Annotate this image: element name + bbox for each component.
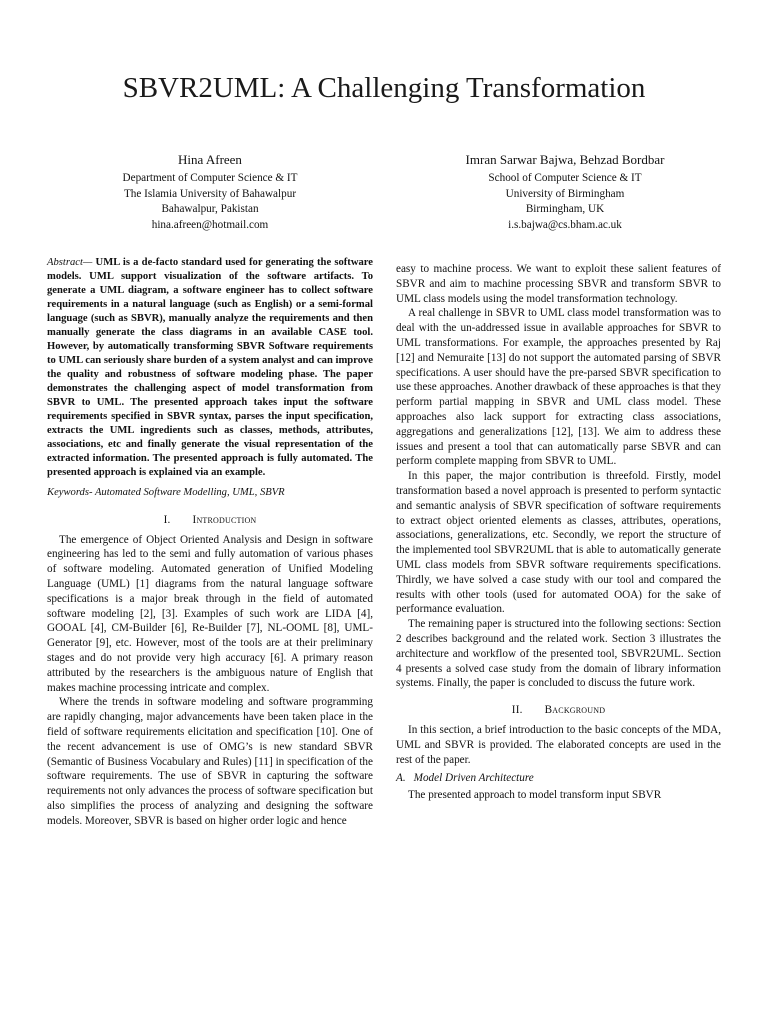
author-department: School of Computer Science & IT [488, 172, 642, 184]
author-location: Birmingham, UK [525, 203, 605, 216]
right-column [396, 262, 721, 803]
paragraph: The emergence of Object Oriented Analysis and Design in software engineering has led to the semi and fully automation of various phases of software modeling. Automated generation of Unified Modeling Language (UML) [1] diagrams from the natural language software specifications is a major break through in the field of automated software modeling [2], [3]. Examples of such work are LIDA [4], GOOAL [4], CM-Builder [6], Re-Builder [7], NL-OOML [8], UML-Generator [9], etc. However, most of the tools are at their preliminary stages and do not provide very high accuracy [6]. A primary reason attributed by the researchers is the ambiguous nature of English that makes machine processing intricate and complex. [47, 533, 373, 694]
author-email[interactable]: hina.afreen@hotmail.com [151, 218, 269, 231]
author-email[interactable]: i.s.bajwa@cs.bham.ac.uk [508, 218, 622, 231]
paragraph: The remaining paper is structured into the following sections: Section 2 describes background and the related work. Section 3 illustrates the architecture and workflow of the presented tool, SBVR2UML. Section 4 presents a solved case study from the domain of library information systems. Finally, the paper is concluded to discuss the future work. [396, 618, 721, 690]
section-number: II. [511, 704, 523, 717]
subsection-heading [396, 771, 721, 786]
section-title: Background [544, 704, 606, 717]
abstract-label: Abstract— [47, 257, 93, 268]
section-heading-introduction [47, 513, 373, 528]
subsection-title: Model Driven Architecture [413, 772, 534, 785]
paragraph: Where the trends in software modeling and software programming are rapidly changing, major advancements have been taken place in the field of software requirements elicitation and specification [10]. One of the recent advancement is use of OMG’s is new standard SBVR (Semantic of Business Vocabulary and Rules) [11] in specification of the software requirements. The use of SBVR in capturing the software requirements not only advances the process of software specification but also simplifies the process of analyzing and designing the software models. Moreover, SBVR is based on higher order logic and hence [47, 696, 373, 827]
subsection-label: A. [396, 772, 406, 785]
left-column [47, 256, 373, 829]
author-block-1 [60, 151, 360, 233]
paragraph: In this section, a brief introduction to the basic concepts of the MDA, UML and SBVR is provided. The elaborated concepts are used in the rest of the paper. [396, 723, 721, 766]
paragraph: In this paper, the major contribution is threefold. Firstly, model transformation based a novel approach is presented to perform syntactic and semantic analysis of SBVR specification of software requirements to extract object oriented elements as classes, attributes, operations, associations, generalizations, etc. Secondly, we report the structure of the implemented tool SBVR2UML that is able to automatically generate UML class models from SBVR software requirements specifications. Thirdly, we have solved a case study with our tool and compared the results with other tools (used for automated OOA) for the sake of performance evaluation. [396, 470, 721, 616]
author-department: Department of Computer Science & IT [122, 172, 298, 184]
paragraph: The presented approach to model transform input SBVR [408, 789, 662, 802]
keywords: Keywords- Automated Software Modelling, UML, SBVR [47, 487, 285, 498]
paper-title: SBVR2UML: A Challenging Transformation [122, 72, 646, 104]
section-title: Introduction [192, 513, 257, 526]
paragraph: A real challenge in SBVR to UML class model transformation was to deal with the un-addressed issue in available approaches for SBVR to UML transformations. For example, the approaches presented by Raj [12] and Nemuraite [13] do not support the automated parsing of SBVR specifications. A user should have the pre-parsed SBVR specification to use these approaches. Another drawback of these approaches is that they perform partial mapping in SBVR and UML class model. These approaches also lack support for extracting class associations, aggregations and generalizations [12], [13]. We aim to address these issues and present a tool that can automatically parse SBVR and can perform complete mapping from SBVR to UML. [396, 307, 721, 468]
author-institution: University of Birmingham [505, 187, 625, 200]
author-name: Hina Afreen [178, 152, 242, 167]
paragraph: easy to machine process. We want to exploit these salient features of SBVR and aim to machine processing SBVR and transform SBVR to UML class models using the model transformation technology. [396, 263, 721, 305]
abstract [47, 256, 373, 480]
section-heading-background [396, 703, 721, 718]
author-location: Bahawalpur, Pakistan [161, 203, 259, 216]
section-number: I. [163, 513, 171, 526]
author-institution: The Islamia University of Bahawalpur [123, 187, 297, 200]
author-name: Imran Sarwar Bajwa, Behzad Bordbar [465, 152, 665, 167]
abstract-text: UML is a de-facto standard used for generating the software models. UML support visualization of the software artifacts. To generate a UML diagram, a software engineer has to collect software requirements in a natural language (such as English) or a semi-formal language (such as SBVR), manually analyze the requirements and then manually generate the class diagrams in an available CASE tool. However, by automatically transforming SBVR Software requirements to UML can seriously share burden of a system analyst and can improve the quality and robustness of software modeling phase. The paper demonstrates the challenging aspect of model transformation from SBVR to UML. The presented approach takes input the software requirements specified in SBVR syntax, parses the input specification, extracts the UML ingredients such as classes, methods, attributes, associations, etc and finally generate the visual representation of the extracted information. The presented approach is fully automated. The presented approach is explained via an example. [47, 257, 373, 478]
author-block-2 [400, 151, 730, 233]
